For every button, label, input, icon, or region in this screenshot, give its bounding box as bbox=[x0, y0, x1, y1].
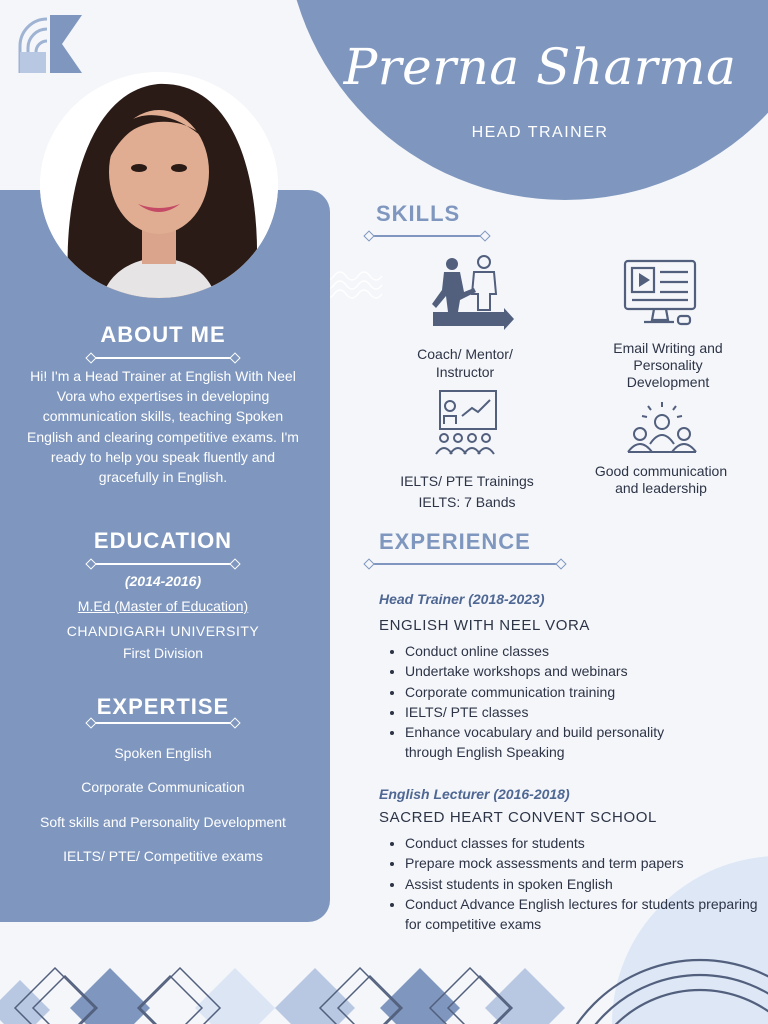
job-title-header: HEAD TRAINER bbox=[471, 124, 609, 141]
education-divider bbox=[91, 563, 235, 565]
left-panel bbox=[0, 190, 330, 922]
company-name: SACRED HEART CONVENT SCHOOL bbox=[379, 809, 657, 826]
expertise-item: Spoken English bbox=[114, 745, 212, 761]
expertise-heading: EXPERTISE bbox=[96, 694, 230, 719]
list-item: • Corporate communication training bbox=[405, 682, 768, 702]
experience-heading: EXPERIENCE bbox=[379, 529, 531, 554]
job-title: English Lecturer (2016-2018) bbox=[379, 786, 570, 802]
job-bullets bbox=[387, 641, 768, 763]
list-item: • Enhance vocabulary and build personality through English Speaking bbox=[405, 722, 685, 763]
education-years: (2014-2016) bbox=[124, 573, 202, 589]
education-degree: M.Ed (Master of Education) bbox=[77, 598, 249, 614]
job-bullets bbox=[387, 833, 768, 934]
diamond-pattern bbox=[0, 968, 565, 1024]
experience-divider bbox=[369, 563, 561, 565]
about-divider bbox=[91, 357, 235, 359]
logo-icon bbox=[20, 15, 82, 73]
expertise-item: Soft skills and Personality Development bbox=[40, 814, 286, 830]
profile-photo bbox=[40, 72, 278, 298]
skills-heading: SKILLS bbox=[376, 201, 461, 226]
coach-icon bbox=[430, 252, 518, 332]
computer-icon bbox=[622, 258, 698, 330]
education-division: First Division bbox=[122, 645, 204, 661]
skill-label: Email Writing and Personality Development bbox=[613, 340, 723, 390]
about-text: Hi! I'm a Head Trainer at English With Neel Vora who expertises in developing communication skills, teaching Spoken English and clearing competitive exams. I'm ready to help you speak fluently and gracefully in English. bbox=[27, 368, 299, 486]
presentation-icon bbox=[430, 388, 502, 458]
about-heading: ABOUT ME bbox=[100, 322, 226, 347]
skill-label: Good communication and leadership bbox=[594, 463, 728, 496]
skills-divider bbox=[369, 235, 485, 237]
education-university: CHANDIGARH UNIVERSITY bbox=[66, 623, 260, 639]
job-title: Head Trainer (2018-2023) bbox=[379, 591, 545, 607]
company-name: ENGLISH WITH NEEL VORA bbox=[379, 617, 591, 634]
list-item: • Conduct online classes bbox=[405, 641, 768, 661]
list-item: • IELTS/ PTE classes bbox=[405, 702, 768, 722]
expertise-divider bbox=[91, 722, 235, 724]
expertise-item: IELTS/ PTE/ Competitive exams bbox=[63, 848, 263, 864]
expertise-item: Corporate Communication bbox=[81, 779, 245, 795]
list-item: • Undertake workshops and webinars bbox=[405, 661, 768, 681]
skill-label: Coach/ Mentor/ Instructor bbox=[417, 346, 513, 380]
list-item: • Conduct classes for students bbox=[405, 833, 768, 853]
list-item: • Conduct Advance English lectures for students preparing for competitive exams bbox=[405, 894, 768, 935]
list-item: • Assist students in spoken English bbox=[405, 874, 768, 894]
education-heading: EDUCATION bbox=[93, 528, 233, 553]
skill-label: IELTS/ PTE Trainings IELTS: 7 Bands bbox=[400, 473, 534, 510]
list-item: • Prepare mock assessments and term papers bbox=[405, 853, 768, 873]
person-name: Prerna Sharma bbox=[343, 38, 737, 96]
team-icon bbox=[624, 400, 700, 456]
